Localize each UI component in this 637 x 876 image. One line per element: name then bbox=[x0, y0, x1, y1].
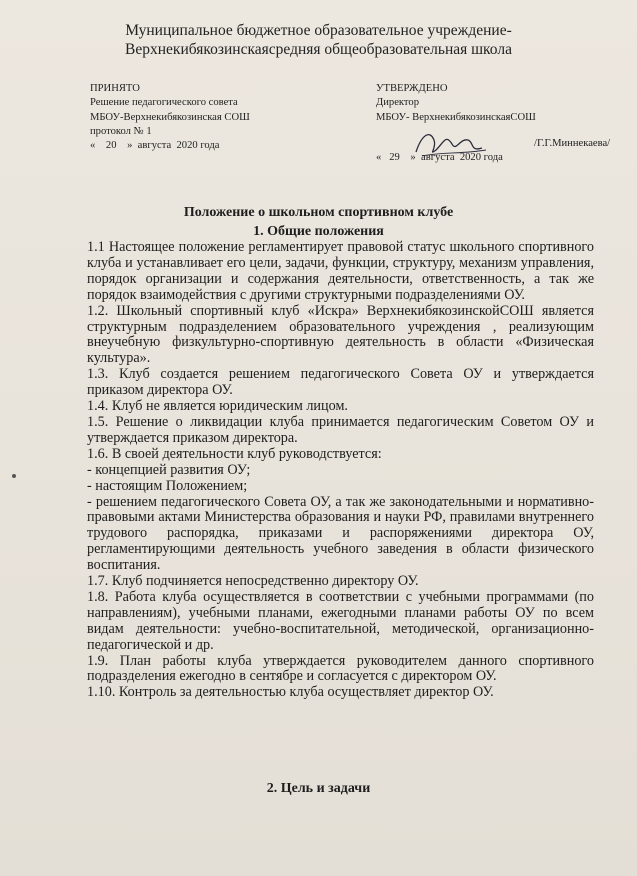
approved-signer: /Г.Г.Миннекаева/ bbox=[534, 137, 611, 149]
section-1-heading: 1. Общие положения bbox=[253, 224, 384, 239]
director-signature bbox=[412, 126, 488, 160]
paragraph: 1.5. Решение о ликвидации клуба принимается педагогическим Советом ОУ и утверждается приказом директора. bbox=[87, 413, 594, 446]
list-item: - настоящим Положением; bbox=[87, 477, 248, 494]
scan-speck bbox=[12, 474, 16, 478]
document-body bbox=[87, 240, 594, 701]
accepted-line-2: МБОУ-Верхнекибякозинская СОШ bbox=[90, 111, 250, 123]
approved-line-2: МБОУ- ВерхнекибякозинскаяСОШ bbox=[376, 111, 536, 123]
paragraph: 1.6. В своей деятельности клуб руководствуется: bbox=[87, 445, 382, 462]
school-header-line-2: Верхнекибякозинскаясредняя общеобразовательная школа bbox=[125, 41, 512, 58]
document-title: Положение о школьном спортивном клубе bbox=[183, 205, 454, 220]
paragraph: 1.3. Клуб создается решением педагогического Совета ОУ и утверждается приказом директора ОУ. bbox=[87, 366, 594, 399]
accepted-date: « 20 » августа 2020 года bbox=[90, 140, 220, 152]
approved-date: « 29 » августа 2020 года bbox=[376, 152, 503, 164]
accepted-line-1: Решение педагогического совета bbox=[90, 97, 238, 109]
paragraph: 1.1 Настоящее положение регламентирует правовой статус школьного спортивного клуба и устанавливает его цели, задачи, функции, структуру, механизм управления, порядок организации и содержания деятельности, ответственность, а так же порядок взаимодействия с другими структурными подразделениями ОУ. bbox=[87, 239, 594, 303]
paragraph: 1.2. Школьный спортивный клуб «Искра» ВерхнекибякозинскойСОШ является структурным подразделением образовательного учреждения , реализующим внеучебную физкультурно-спортивную деятельность в области «Физическая культура». bbox=[87, 302, 594, 367]
school-header-line-1: Муниципальное бюджетное образовательное учреждение- bbox=[125, 22, 512, 39]
paragraph: 1.4. Клуб не является юридическим лицом. bbox=[87, 398, 348, 415]
list-item: - концепцией развития ОУ; bbox=[87, 461, 251, 478]
accepted-block bbox=[90, 82, 250, 153]
paragraph: 1.9. План работы клуба утверждается руководителем данного спортивного подразделения ежегодно в сентябре и согласуется с директором ОУ. bbox=[87, 652, 594, 685]
accepted-line-3: протокол № 1 bbox=[90, 125, 152, 137]
list-item: - решением педагогического Совета ОУ, а так же законодательными и нормативно-правовыми актами Министерства образования и науки РФ, правилами внутреннего трудового распорядка, приказами и распоряжениями директора ОУ, регламентирующими деятельность учебного заведения в области физического воспитания. bbox=[87, 493, 594, 574]
section-2-heading: 2. Цель и задачи bbox=[266, 781, 371, 796]
approved-title: УТВЕРЖДЕНО bbox=[376, 83, 448, 94]
paragraph: 1.10. Контроль за деятельностью клуба осуществляет директор ОУ. bbox=[87, 684, 494, 701]
accepted-title: ПРИНЯТО bbox=[90, 83, 140, 94]
paragraph: 1.8. Работа клуба осуществляется в соответствии с учебными программами (по направлениям), учебными планами, ежегодными планами работы ОУ по всем видам деятельности: учебно-воспитательной, методической, организационно-педагогической и др. bbox=[87, 588, 594, 653]
paragraph: 1.7. Клуб подчиняется непосредственно директору ОУ. bbox=[87, 573, 419, 590]
approved-line-1: Директор bbox=[376, 97, 419, 109]
